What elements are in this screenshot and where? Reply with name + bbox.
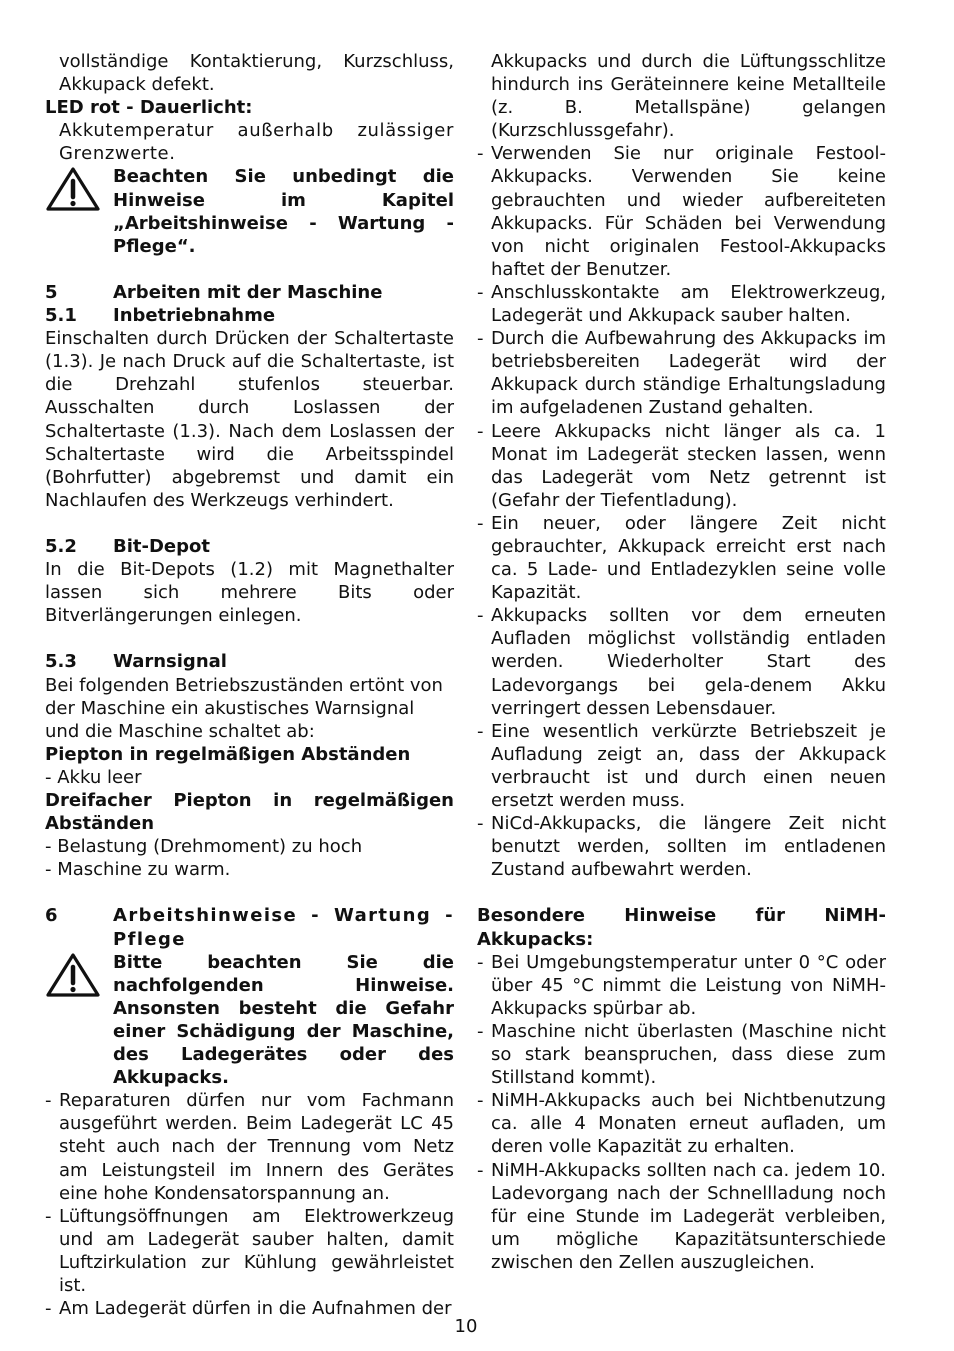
list-item-text: NiCd-Akkupacks, die längere Zeit nicht benutzt werden, sollten im entladenen Zustand aufbewahrt werden. xyxy=(491,813,886,881)
beep-triple-item: - Maschine zu warm. xyxy=(45,859,231,881)
section-5-heading xyxy=(45,281,454,304)
list-item-text: NiMH-Akkupacks sollten nach ca. jedem 10. Ladevorgang nach der Schnellladung noch für eine Stunde im Ladegerät verbleiben, um mögliche Kapazitätsunterschiede zwischen den Zellen auszugleichen. xyxy=(491,1159,886,1273)
list-item: - Ein neuer, oder längere Zeit nicht gebrauchter, Akkupack erreicht erst nach ca. 5 Lade- und Entladezyklen seine volle Kapazität. xyxy=(477,512,886,604)
list-item-text: Verwenden Sie nur originale Festool-Akkupacks. Verwenden Sie keine gebrauchten und wieder aufbereiteten Akkupacks. Für Schäden bei Verwendung von nicht originalen Festool-Akkupacks haftet der Benutzer. xyxy=(491,143,886,280)
section-number: 5.3 xyxy=(45,651,77,673)
led-red-label: LED rot - Dauerlicht: xyxy=(45,97,253,119)
section-number: 5 xyxy=(45,281,58,303)
section-6-heading xyxy=(45,904,454,950)
list-item-text: NiMH-Akkupacks auch bei Nichtbenutzung ca. alle 4 Monaten erneut aufladen, um deren volle Kapazität zu erhalten. xyxy=(491,1090,886,1158)
list-item-text: Akkupacks sollten vor dem erneuten Aufladen möglichst vollständig entladen werden. Wiederholter Start des Ladevorgangs bei gela-denem Akku verringert dessen Lebensdauer. xyxy=(491,605,886,719)
list-item: - NiMH-Akkupacks sollten nach ca. jedem 10. Ladevorgang nach der Schnellladung noch für eine Stunde im Ladegerät verbleiben, um mögliche Kapazitätsunterschiede zwischen den Zellen auszugleichen. xyxy=(477,1159,886,1273)
led-red-text: Akkutemperatur außerhalb zulässiger Grenzwerte. xyxy=(59,120,454,165)
section-title: Warnsignal xyxy=(113,651,227,673)
section-5-3-text: Bei folgenden Betriebszuständen ertönt von der Maschine ein akustisches Warnsignal und die Maschine schaltet ab: xyxy=(45,674,443,742)
list-item-text: Am Ladegerät dürfen in die Aufnahmen der xyxy=(59,1298,452,1320)
beep-triple-label: Dreifacher Piepton in regelmäßigen Abständen xyxy=(45,790,454,835)
section-5-1-heading xyxy=(45,304,454,327)
list-item-text: Anschlusskontakte am Elektrowerkzeug, Ladegerät und Akkupack sauber halten. xyxy=(491,281,886,327)
list-item-text: Durch die Aufbewahrung des Akkupacks im betriebsbereiten Ladegerät wird der Akkupack durch ständige Erhaltungsladung im aufgeladenen Zustand gehalten. xyxy=(491,328,886,419)
list-item: - NiCd-Akkupacks, die längere Zeit nicht benutzt werden, sollten im entladenen Zustand aufbewahrt werden. xyxy=(477,813,886,881)
list-item: - Anschlusskontakte am Elektrowerkzeug, Ladegerät und Akkupack sauber halten. xyxy=(477,281,886,327)
warning-note-1 xyxy=(45,165,454,257)
list-item-text: Ein neuer, oder längere Zeit nicht gebrauchter, Akkupack erreicht erst nach ca. 5 Lade- und Entladezyklen seine volle Kapazität. xyxy=(491,512,886,604)
list-item: - Maschine nicht überlasten (Maschine nicht so stark beanspruchen, dass diese zum Stillstand kommt). xyxy=(477,1020,886,1089)
list-item: - Akkupacks sollten vor dem erneuten Aufladen möglichst vollständig entladen werden. Wiederholter Start des Ladevorgangs bei gela-denem Akku verringert dessen Lebensdauer. xyxy=(477,605,886,719)
list-item: - Leere Akkupacks nicht länger als ca. 1 Monat im Ladegerät stecken lassen, wenn das Ladegerät vom Netz getrennt ist (Gefahr der Tiefentladung). xyxy=(477,420,886,511)
warning-text-1: Beachten Sie unbedingt die Hinweise im Kapitel „Arbeitshinweise - Wartung - Pflege“. xyxy=(113,166,454,257)
section-title: Arbeiten mit der Maschine xyxy=(113,281,383,303)
warning-triangle-icon xyxy=(45,951,113,999)
section-5-2-heading xyxy=(45,535,454,558)
warning-text-2: Bitte beachten Sie die nachfolgenden Hinweise. Ansonsten besteht die Gefahr einer Schädigung der Maschine, des Ladegerätes oder des Akkupacks. xyxy=(113,951,454,1089)
beep-regular-label: Piepton in regelmäßigen Abständen xyxy=(45,743,411,765)
beep-regular-item: - Akku leer xyxy=(45,766,142,788)
list-item: - Eine wesentlich verkürzte Betriebszeit je Aufladung zeigt an, dass der Akkupack verbraucht ist und durch einen neuen ersetzt werden muss. xyxy=(477,720,886,811)
list-item-text: Reparaturen dürfen nur vom Fachmann ausgeführt werden. Beim Ladegerät LC 45 steht auch nach der Trennung vom Netz am Leistungsteil im Innern des Gerätes eine hohe Kondensatorspannung an. xyxy=(59,1090,454,1204)
list-item: - Lüftungsöffnungen am Elektrowerkzeug und am Ladegerät sauber halten, damit Luftzirkulation zur Kühlung gewährleistet ist. xyxy=(45,1205,454,1296)
list-item: - Bei Umgebungstemperatur unter 0 °C oder über 45 °C nimmt die Leistung von NiMH-Akkupacks spürbar ab. xyxy=(477,951,886,1019)
section-title: Bit-Depot xyxy=(113,535,210,557)
warning-triangle-icon xyxy=(45,165,113,213)
list-item-text: Lüftungsöffnungen am Elektrowerkzeug und am Ladegerät sauber halten, damit Luftzirkulation zur Kühlung gewährleistet ist. xyxy=(59,1205,454,1296)
intro-paragraph: vollständige Kontaktierung, Kurzschluss, Akkupack defekt. xyxy=(59,51,454,96)
section-number: 5.1 xyxy=(45,305,77,327)
warning-note-2 xyxy=(45,951,454,1090)
section-title: Arbeitshinweise - Wartung - Pflege xyxy=(113,905,454,950)
continued-text: Akkupacks und durch die Lüftungsschlitze hindurch ins Geräteinnere keine Metallteile (z. B. Metallspäne) gelangen (Kurzschlussgefahr). xyxy=(491,51,886,142)
list-item: - Verwenden Sie nur originale Festool-Akkupacks. Verwenden Sie keine gebrauchten und wieder aufbereiteten Akkupacks. Für Schäden bei Verwendung von nicht originalen Festool-Akkupacks haftet der Benutzer. xyxy=(477,143,886,280)
section-5-3-heading xyxy=(45,650,454,673)
list-item: - Am Ladegerät dürfen in die Aufnahmen der xyxy=(45,1297,454,1320)
page-number: 10 xyxy=(454,1316,478,1337)
left-column xyxy=(45,50,454,1320)
section-number: 5.2 xyxy=(45,535,77,557)
list-item-text: Leere Akkupacks nicht länger als ca. 1 Monat im Ladegerät stecken lassen, wenn das Ladegerät vom Netz getrennt ist (Gefahr der Tiefentladung). xyxy=(491,420,886,511)
list-item-text: Eine wesentlich verkürzte Betriebszeit je Aufladung zeigt an, dass der Akkupack verbraucht ist und durch einen neuen ersetzt werden muss. xyxy=(491,720,886,811)
list-item-text: Bei Umgebungstemperatur unter 0 °C oder über 45 °C nimmt die Leistung von NiMH-Akkupacks spürbar ab. xyxy=(491,951,886,1019)
section-title: Inbetriebnahme xyxy=(113,305,276,327)
section-number: 6 xyxy=(45,905,58,927)
nimh-heading: Besondere Hinweise für NiMH-Akkupacks: xyxy=(477,905,886,950)
section-5-1-text: Einschalten durch Drücken der Schaltertaste (1.3). Je nach Druck auf die Schaltertaste, ist die Drehzahl stufenlos steuerbar. Ausschalten durch Loslassen der Schaltertaste (1.3). Nach dem Loslassen der Schaltertaste wird die Arbeitsspindel (Bohrfutter) abgebremst und damit ein Nachlaufen des Werkzeugs verhindert. xyxy=(45,328,454,511)
list-item: - Durch die Aufbewahrung des Akkupacks im betriebsbereiten Ladegerät wird der Akkupack durch ständige Erhaltungsladung im aufgeladenen Zustand gehalten. xyxy=(477,328,886,419)
section-5-2-text: In die Bit-Depots (1.2) mit Magnethalter lassen sich mehrere Bits oder Bitverlängerungen einlegen. xyxy=(45,559,454,627)
list-item-text: Maschine nicht überlasten (Maschine nicht so stark beanspruchen, dass diese zum Stillstand kommt). xyxy=(491,1020,886,1089)
right-column xyxy=(477,50,886,1274)
list-item: - Reparaturen dürfen nur vom Fachmann ausgeführt werden. Beim Ladegerät LC 45 steht auch nach der Trennung vom Netz am Leistungsteil im Innern des Gerätes eine hohe Kondensatorspannung an. xyxy=(45,1090,454,1204)
beep-triple-item: - Belastung (Drehmoment) zu hoch xyxy=(45,836,363,858)
list-item: - NiMH-Akkupacks auch bei Nichtbenutzung ca. alle 4 Monaten erneut aufladen, um deren volle Kapazität zu erhalten. xyxy=(477,1090,886,1158)
